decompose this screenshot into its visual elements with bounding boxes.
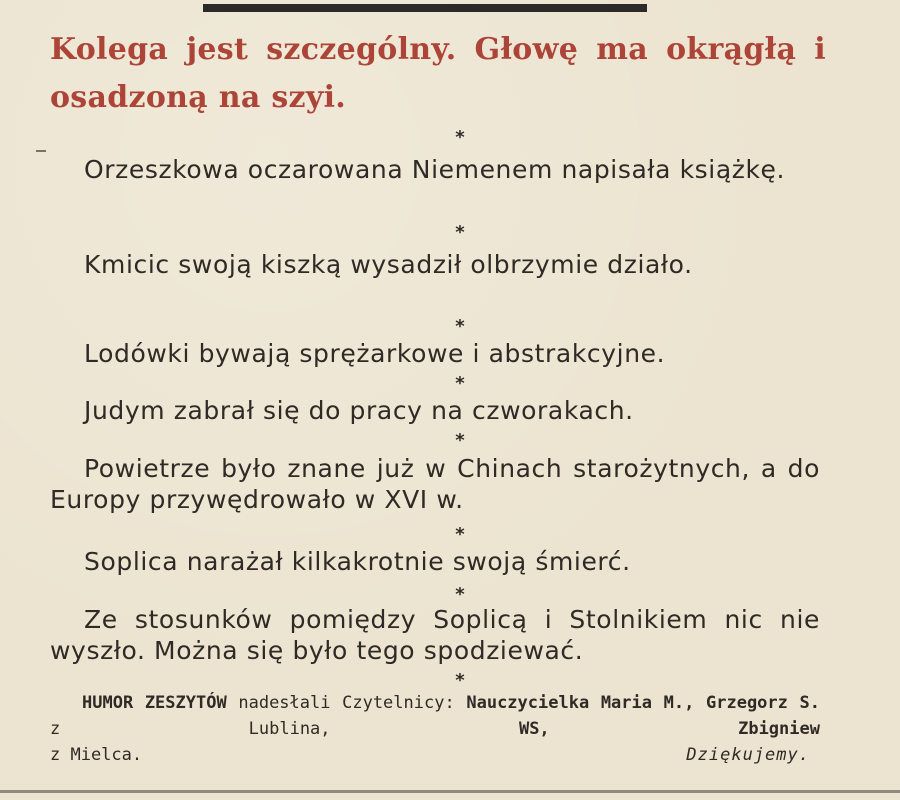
sent-by-text: nadesłali Czytelnicy:	[238, 693, 455, 713]
humor-entry-2: Kmicic swoją kiszką wysadził olbrzymie działo.	[84, 250, 693, 279]
separator-star: *	[455, 373, 465, 394]
bottom-rule	[0, 790, 900, 793]
thanks-text: Dziękujemy.	[686, 745, 810, 765]
contributor-name: Grzegorz S.	[706, 693, 820, 713]
humor-entry-7: Ze stosunków pomiędzy Soplicą i Stolnikiem nic nie wyszło. Można się było tego spodziewać.	[50, 605, 820, 665]
humor-entry-5: Powietrze było znane już w Chinach starożytnych, a do Europy przywędrowało w XVI w.	[50, 454, 820, 514]
separator-star: *	[455, 430, 465, 451]
contributor-name: Zbigniew	[738, 719, 820, 739]
separator-star: *	[455, 127, 465, 148]
separator-star: *	[455, 584, 465, 605]
footer-last-line	[50, 742, 820, 768]
separator-star: *	[455, 222, 465, 243]
separator-star: *	[455, 524, 465, 545]
contributor-place: z Mielca.	[50, 745, 143, 765]
scan-mark	[36, 150, 46, 152]
humor-entry-3: Lodówki bywają sprężarkowe i abstrakcyjne.	[84, 339, 666, 368]
humor-entry-6: Soplica narażał kilkakrotnie swoją śmierć.	[84, 547, 631, 576]
section-title: HUMOR ZESZYTÓW	[82, 693, 227, 713]
contributor-name: WS,	[518, 719, 550, 739]
humor-entry-4: Judym zabrał się do pracy na czworakach.	[84, 396, 634, 425]
headline: Kolega jest szczególny. Głowę ma okrągłą i osadzoną na szyi.	[50, 32, 826, 115]
contributors-note	[50, 690, 820, 768]
separator-star: *	[455, 670, 465, 691]
contributor-place: z Lublina,	[50, 719, 331, 739]
contributor-name: Nauczycielka Maria M.,	[466, 693, 695, 713]
separator-star: *	[455, 316, 465, 337]
top-rule	[203, 4, 647, 12]
humor-entry-1: Orzeszkowa oczarowana Niemenem napisała książkę.	[84, 155, 786, 184]
